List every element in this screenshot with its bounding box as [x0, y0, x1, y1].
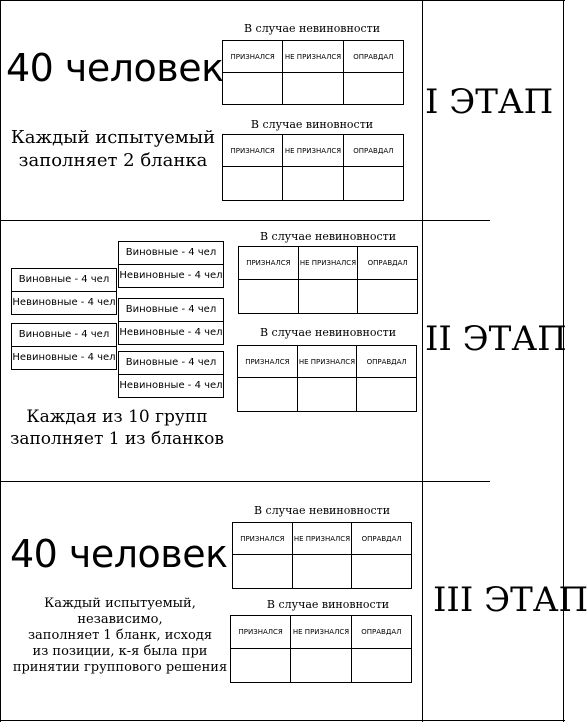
stage2-label: II ЭТАП — [425, 319, 567, 359]
stage2-group — [11, 323, 117, 370]
form-cell — [233, 555, 293, 589]
stage3-form1 — [232, 522, 412, 589]
form-cell — [298, 280, 358, 314]
stage2-group — [118, 298, 224, 345]
form-cell — [283, 167, 343, 201]
stage2-form1 — [238, 246, 418, 314]
form-column-header: ПРИЗНАЛСЯ — [231, 616, 291, 649]
group-guilty-count: Виновные - 4 чел — [119, 299, 223, 322]
frame-bottom — [0, 720, 565, 721]
form-column-header: ОПРАВДАЛ — [343, 41, 403, 73]
form-cell — [297, 378, 357, 412]
form-column-header: ОПРАВДАЛ — [357, 346, 417, 378]
form-cell — [292, 555, 352, 589]
form-column-header: ОПРАВДАЛ — [358, 247, 418, 280]
form-cell — [343, 167, 403, 201]
group-innocent-count: Невиновные - 4 чел — [119, 270, 223, 281]
stage3-label: III ЭТАП — [433, 580, 588, 620]
form-cell — [238, 378, 298, 412]
form-cell — [223, 167, 283, 201]
stage2-form2 — [237, 345, 417, 412]
stage1-form1 — [222, 40, 404, 105]
stage3-description-line: Каждый испытуемый, независимо, — [44, 596, 196, 627]
stage2-group — [118, 351, 224, 398]
group-innocent-count: Невиновные - 4 чел — [119, 327, 223, 338]
stage3-description — [0, 596, 240, 676]
stage1-form2-caption: В случае виновности — [250, 118, 374, 131]
stage1-form1-caption: В случае невиновности — [243, 22, 381, 35]
group-guilty-count: Виновные - 4 чел — [119, 352, 223, 375]
stage3-description-line: принятии группового решения — [12, 660, 228, 675]
form-column-header: НЕ ПРИЗНАЛСЯ — [297, 346, 357, 378]
form-column-header: ОПРАВДАЛ — [343, 135, 403, 167]
form-column-header: НЕ ПРИЗНАЛСЯ — [283, 41, 343, 73]
stage2-group — [11, 268, 117, 315]
stage3-form2-caption: В случае виновности — [266, 598, 390, 611]
group-guilty-count: Виновные - 4 чел — [119, 242, 223, 265]
form-column-header: НЕ ПРИЗНАЛСЯ — [298, 247, 358, 280]
group-innocent-count: Невиновные - 4 чел — [119, 380, 223, 391]
form-column-header: ОПРАВДАЛ — [352, 523, 412, 555]
stage-divider-1 — [0, 220, 490, 221]
stage2-description-line: Каждая из 10 групп — [26, 407, 208, 427]
form-cell — [343, 73, 403, 105]
form-cell — [239, 280, 299, 314]
form-column-header: НЕ ПРИЗНАЛСЯ — [291, 616, 351, 649]
stage1-description — [0, 126, 226, 172]
form-cell — [352, 555, 412, 589]
stage3-description-line: из позиции, к-я была при — [32, 644, 208, 659]
stage3-form2 — [230, 615, 412, 683]
stage1-description-line: заполняет 2 бланка — [18, 150, 208, 171]
form-cell — [291, 649, 351, 683]
stage3-form1-caption: В случае невиновности — [253, 504, 391, 517]
group-innocent-count: Невиновные - 4 чел — [12, 297, 116, 308]
form-column-header: ПРИЗНАЛСЯ — [239, 247, 299, 280]
stage-divider-2 — [0, 481, 490, 482]
form-cell — [358, 280, 418, 314]
stage2-description-line: заполняет 1 из бланков — [10, 429, 224, 449]
form-column-header: ПРИЗНАЛСЯ — [223, 135, 283, 167]
frame-top — [0, 0, 565, 1]
stage-divider-vertical — [422, 0, 423, 722]
stage2-description — [0, 406, 234, 450]
form-cell — [357, 378, 417, 412]
stage2-group — [118, 241, 224, 288]
stage2-form1-caption: В случае невиновности — [259, 230, 397, 243]
form-column-header: ПРИЗНАЛСЯ — [238, 346, 298, 378]
form-cell — [283, 73, 343, 105]
group-guilty-count: Виновные - 4 чел — [12, 269, 116, 292]
form-column-header: НЕ ПРИЗНАЛСЯ — [283, 135, 343, 167]
stage1-label: I ЭТАП — [425, 82, 554, 122]
form-cell — [223, 73, 283, 105]
group-innocent-count: Невиновные - 4 чел — [12, 352, 116, 363]
form-column-header: ОПРАВДАЛ — [351, 616, 411, 649]
form-column-header: НЕ ПРИЗНАЛСЯ — [292, 523, 352, 555]
group-guilty-count: Виновные - 4 чел — [12, 324, 116, 347]
form-column-header: ПРИЗНАЛСЯ — [223, 41, 283, 73]
stage1-description-line: Каждый испытуемый — [10, 127, 216, 148]
stage3-participant-count: 40 человек — [10, 532, 228, 576]
form-cell — [351, 649, 411, 683]
form-cell — [231, 649, 291, 683]
stage1-form2 — [222, 134, 404, 201]
stage1-participant-count: 40 человек — [6, 46, 224, 90]
stage2-form2-caption: В случае невиновности — [259, 326, 397, 339]
form-column-header: ПРИЗНАЛСЯ — [233, 523, 293, 555]
stage3-description-line: заполняет 1 бланк, исходя — [27, 628, 213, 643]
